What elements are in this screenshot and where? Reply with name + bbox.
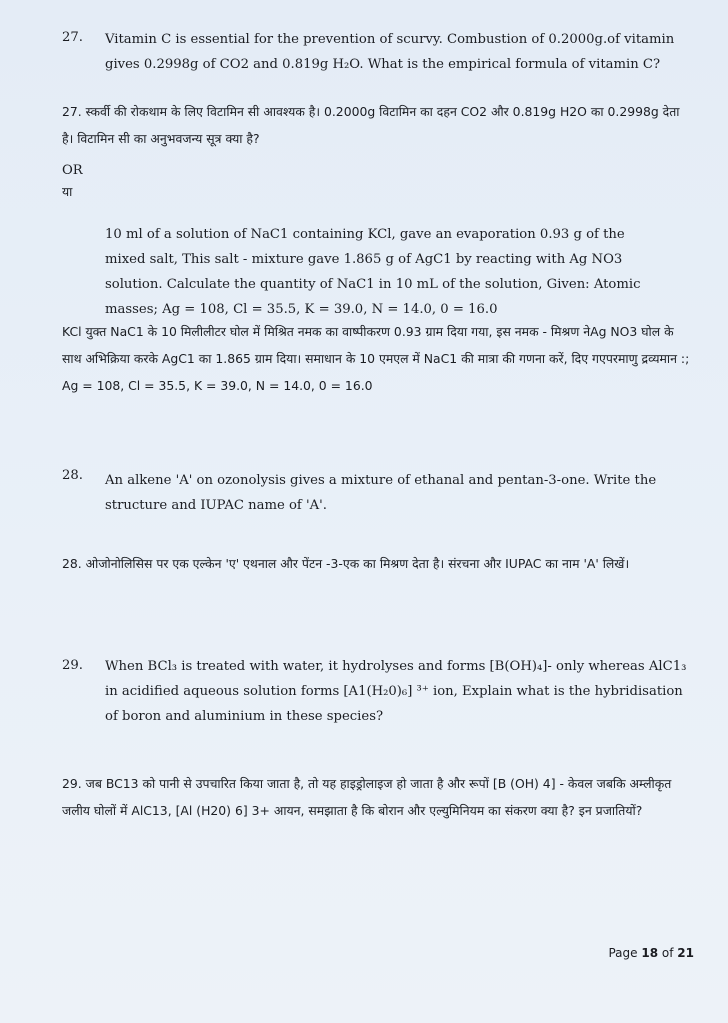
question-28-english: An alkene 'A' on ozonolysis gives a mixture of ethanal and pentan-3-one. Write the structure and IUPAC name of 'A'.	[105, 473, 657, 513]
page-number	[608, 946, 694, 960]
question-number: 27.	[62, 30, 83, 45]
question-number: 29.	[62, 658, 83, 673]
page-label: Page	[608, 946, 638, 960]
question-27-english: Vitamin C is essential for the prevention of scurvy. Combustion of 0.2000g.of vitamin gives 0.2998g of CO2 and 0.819g H₂O. What is the empirical formula of vitamin C?	[105, 32, 675, 72]
current-page: 18	[641, 946, 659, 960]
question-27-alt-english: 10 ml of a solution of NaC1 containing KCl, gave an evaporation 0.93 g of the mixed salt, This salt - mixture gave 1.865 g of AgC1 by reacting with Ag NO3 solution. Calculate the quantity of NaC1 in 10 mL of the solution, Given: Atomic masses; Ag = 108, Cl = 35.5, K = 39.0, N = 14.0, 0 = 16.0	[105, 227, 641, 317]
question-28-hindi: 28. ओजोनोलिसिस पर एक एल्केन 'ए' एथनाल और पेंटन -3-एक का मिश्रण देता है। संरचना और IUPAC का नाम 'A' लिखें।	[62, 556, 630, 571]
of-label: of	[661, 946, 674, 960]
total-pages: 21	[677, 946, 694, 960]
or-hindi: या	[62, 184, 73, 199]
or-english: OR	[62, 163, 83, 178]
question-27-alt-hindi: KCl युक्त NaC1 के 10 मिलीलीटर घोल में मिश्रित नमक का वाष्पीकरण 0.93 ग्राम दिया गया, इस नमक - मिश्रण नेAg NO3 घोल के साथ अभिक्रिया करके AgC1 का 1.865 ग्राम दिया। समाधान के 10 एमएल में NaC1 की मात्रा की गणना करें, दिए गएपरमाणु द्रव्यमान :; Ag = 108, Cl = 35.5, K = 39.0, N = 14.0, 0 = 16.0	[62, 324, 690, 393]
question-number: 28.	[62, 468, 83, 483]
question-27-hindi: 27. स्कर्वी की रोकथाम के लिए विटामिन सी आवश्यक है। 0.2000g विटामिन का दहन CO2 और 0.819g H2O का 0.2998g देता है। विटामिन सी का अनुभवजन्य सूत्र क्या है?	[62, 104, 680, 146]
question-29-english: When BCl₃ is treated with water, it hydrolyses and forms [B(OH)₄]- only whereas AlC1₃ in acidified aqueous solution forms [A1(H₂0)₆] ³⁺ ion, Explain what is the hybridisation of boron and aluminium in these species?	[105, 659, 687, 724]
question-29-hindi: 29. जब BC13 को पानी से उपचारित किया जाता है, तो यह हाइड्रोलाइज हो जाता है और रूपों [B (OH) 4] - केवल जबकि अम्लीकृत जलीय घोलों में AlC13, [Al (H20) 6] 3+ आयन, समझाता है कि बोरान और एल्युमिनियम का संकरण क्या है? इन प्रजातियों?	[62, 776, 672, 818]
